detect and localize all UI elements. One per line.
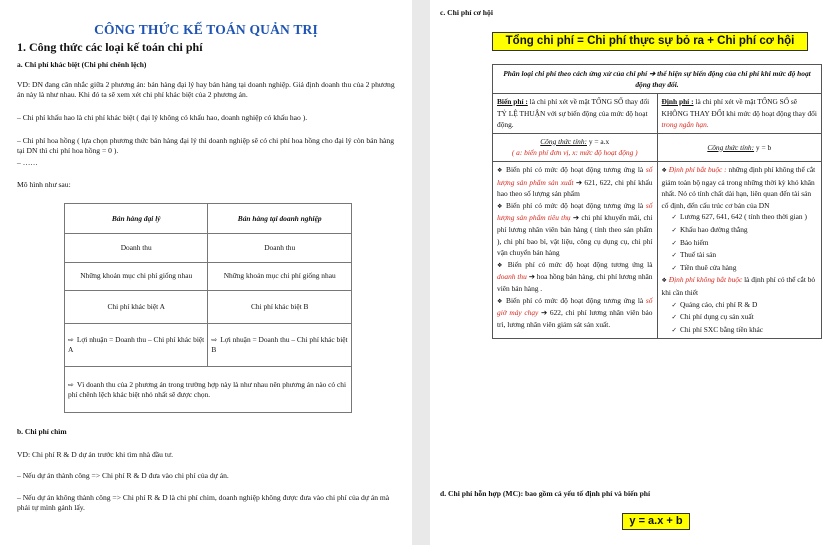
section-1-heading: 1. Công thức các loại kế toán chi phí — [17, 40, 203, 54]
table-cell-diff-cost-a: Chi phí khác biệt A — [65, 291, 208, 324]
table-header-agent: Bán hàng đại lý — [65, 204, 208, 234]
fixed-cost-formula: Công thức tính: y = b — [657, 133, 822, 161]
paragraph-b-success: – Nếu dự án thành công => Chi phí R & D đưa vào chi phí của dự án. — [17, 471, 229, 480]
check-item: ✓ Bảo hiểm — [671, 237, 709, 247]
table-intro: Phân loại chi phí theo cách ứng xử của chi phí ➔ thể hiện sự biến động của chi phí khi mức độ hoạt động thay đổi. — [493, 65, 822, 94]
check-item: ✓ Lương 627, 641, 642 ( tính theo thời gian ) — [671, 212, 807, 222]
table-cell-same-costs-agent: Những khoản mục chi phí giống nhau — [65, 262, 208, 290]
paragraph-example: VD: DN đang cân nhắc giữa 2 phương án: bán hàng đại lý hay bán hàng tại doanh nghiệp. Giả định doanh thu của 2 phương án này là như nhau. Khi đó ta sẽ xem xét chi phí khác biệt của 2 phương án. — [17, 80, 395, 99]
arrow-icon: ⇨ — [211, 335, 218, 344]
diamond-bullet-icon: ❖ — [497, 166, 504, 174]
check-icon: ✓ — [671, 238, 677, 247]
check-icon: ✓ — [671, 225, 677, 234]
variable-cost-examples — [493, 161, 658, 338]
check-icon: ✓ — [671, 300, 677, 309]
check-icon: ✓ — [671, 325, 677, 334]
list-item: ❖ Định phí bắt buộc : những định phí không thể cắt giảm toàn bộ ngay cả trong những thời kỳ khó khăn nhất. Nó có tính chất dài hạn, liên quan đến tài sản cố định, đến cấu trúc cơ bản của DN — [661, 164, 816, 210]
check-icon: ✓ — [671, 313, 677, 322]
check-icon: ✓ — [671, 213, 677, 222]
comparison-table — [64, 203, 352, 413]
diamond-bullet-icon: ❖ — [661, 277, 667, 285]
table-cell-revenue-agent: Doanh thu — [65, 234, 208, 262]
list-item: ❖ Biến phí có mức độ hoạt động tương ứng là số lượng sản phẩm tiêu thụ ➔ chi phí khuyến mãi, chi phí lương nhân viên bán hàng ( tính theo sản phẩm ), chi phí bao bì, vật liệu, công cụ dụng cụ, chi phí vận chuyển bán hàng — [497, 200, 653, 258]
table-cell-diff-cost-b: Chi phí khác biệt B — [208, 291, 352, 324]
table-cell-same-costs-enterprise: Những khoản mục chi phí giống nhau — [208, 262, 352, 290]
table-cell-profit-b: ⇨ Lợi nhuận = Doanh thu – Chi phí khác biệt B — [208, 323, 352, 367]
paragraph-b-example: VD: Chi phí R & D dự án trước khi tìm nhà đầu tư. — [17, 450, 173, 459]
diamond-bullet-icon: ❖ — [497, 261, 505, 269]
list-item: ❖ Biến phí có mức độ hoạt động tương ứng là số lượng sản phẩm sản xuất ➔ 621, 622, chi phí khấu hao theo số lượng sản phẩm — [497, 164, 653, 199]
list-item: ❖ Biến phí có mức độ hoạt động tương ứng là số giờ máy chạy ➔ 622, chi phí lương nhân viên bảo trì, lương nhân viên giám sát sản xuất. — [497, 295, 653, 329]
arrow-icon: ⇨ — [68, 380, 74, 389]
diamond-bullet-icon: ❖ — [661, 166, 667, 174]
cost-behavior-table — [492, 64, 822, 339]
table-cell-conclusion: ⇨ Vì doanh thu của 2 phương án trong trường hợp này là như nhau nên phương án nào có chi phí chênh lệch khác biệt nhỏ nhất sẽ được chọn. — [65, 367, 352, 413]
paragraph-b-failure: – Nếu dự án không thành công => Chi phí R & D là chi phí chìm, doanh nghiệp không được đưa vào chi phí của dự án mà phải tự mình gánh lấy. — [17, 493, 390, 512]
paragraph-depreciation: – Chi phí khấu hao là chi phí khác biệt ( đại lý không có khấu hao, doanh nghiệp có khấu hao ). — [17, 113, 308, 122]
fixed-cost-examples — [657, 161, 822, 338]
paragraph-ellipsis: – …… — [17, 158, 38, 167]
check-item: ✓ Khấu hao đường thẳng — [671, 224, 748, 234]
list-item: ❖ Biến phí có mức độ hoạt động tương ứng là doanh thu ➔ hoa hồng bán hàng, chi phí lương nhân viên bán hàng . — [497, 259, 653, 293]
table-cell-revenue-enterprise: Doanh thu — [208, 234, 352, 262]
arrow-icon: ⇨ — [68, 335, 74, 344]
check-icon: ✓ — [671, 263, 677, 272]
paragraph-commission: – Chi phí hoa hồng ( lựa chọn phương thức bán hàng đại lý thì doanh nghiệp sẽ có chi phí hoa hồng cho đại lý còn bán hàng tại DN thì chi phí hoa hồng = 0 ). — [17, 136, 394, 155]
diamond-bullet-icon: ❖ — [497, 297, 504, 305]
variable-cost-definition: Biến phí : là chi phí xét về mặt TỔNG SỐ thay đổi TỶ LỆ THUẬN với sự biến động của mức độ hoạt động. — [493, 94, 658, 134]
model-label: Mô hình như sau: — [17, 180, 71, 189]
table-cell-profit-a: ⇨ Lợi nhuận = Doanh thu – Chi phí khác biệt A — [65, 323, 208, 367]
subsection-d-heading: d. Chi phí hỗn hợp (MC): bao gồm cả yếu tố định phí và biến phí — [440, 489, 651, 498]
subsection-a-heading: a. Chi phí khác biệt (Chi phí chênh lệch) — [17, 60, 147, 69]
subsection-c-heading: c. Chi phí cơ hội — [440, 8, 493, 17]
diamond-bullet-icon: ❖ — [497, 202, 504, 210]
check-item: ✓ Chi phí SXC bằng tiền khác — [671, 324, 764, 334]
check-item: ✓ Chi phí dụng cụ sản xuất — [671, 312, 754, 322]
fixed-cost-definition: Định phí : là chi phí xét về mặt TỔNG SỐ sẽ KHÔNG THAY ĐỔI khi mức độ hoạt động thay đổi trong ngắn hạn. — [657, 94, 822, 134]
document-title: CÔNG THỨC KẾ TOÁN QUẢN TRỊ — [94, 22, 318, 37]
subsection-b-heading: b. Chi phí chìm — [17, 427, 67, 436]
right-page — [430, 0, 828, 545]
variable-cost-formula: Công thức tính: y = a.x ( a: biến phí đơn vị, x: mức độ hoạt động ) — [493, 133, 658, 161]
check-icon: ✓ — [671, 251, 677, 260]
opportunity-cost-formula: Tổng chi phí = Chi phí thực sự bỏ ra + Chi phí cơ hội — [492, 32, 808, 51]
mixed-cost-formula: y = a.x + b — [622, 513, 690, 530]
left-page — [0, 0, 412, 545]
check-item: ✓ Thuế tài sản — [671, 250, 717, 260]
table-header-enterprise: Bán hàng tại doanh nghiệp — [208, 204, 352, 234]
check-item: ✓ Quảng cáo, chi phí R & D — [671, 299, 758, 309]
check-item: ✓ Tiền thuê cửa hàng — [671, 262, 737, 272]
list-item: ❖ Định phí không bắt buộc là định phí có thể cắt bỏ khi cần thiết — [661, 275, 816, 297]
